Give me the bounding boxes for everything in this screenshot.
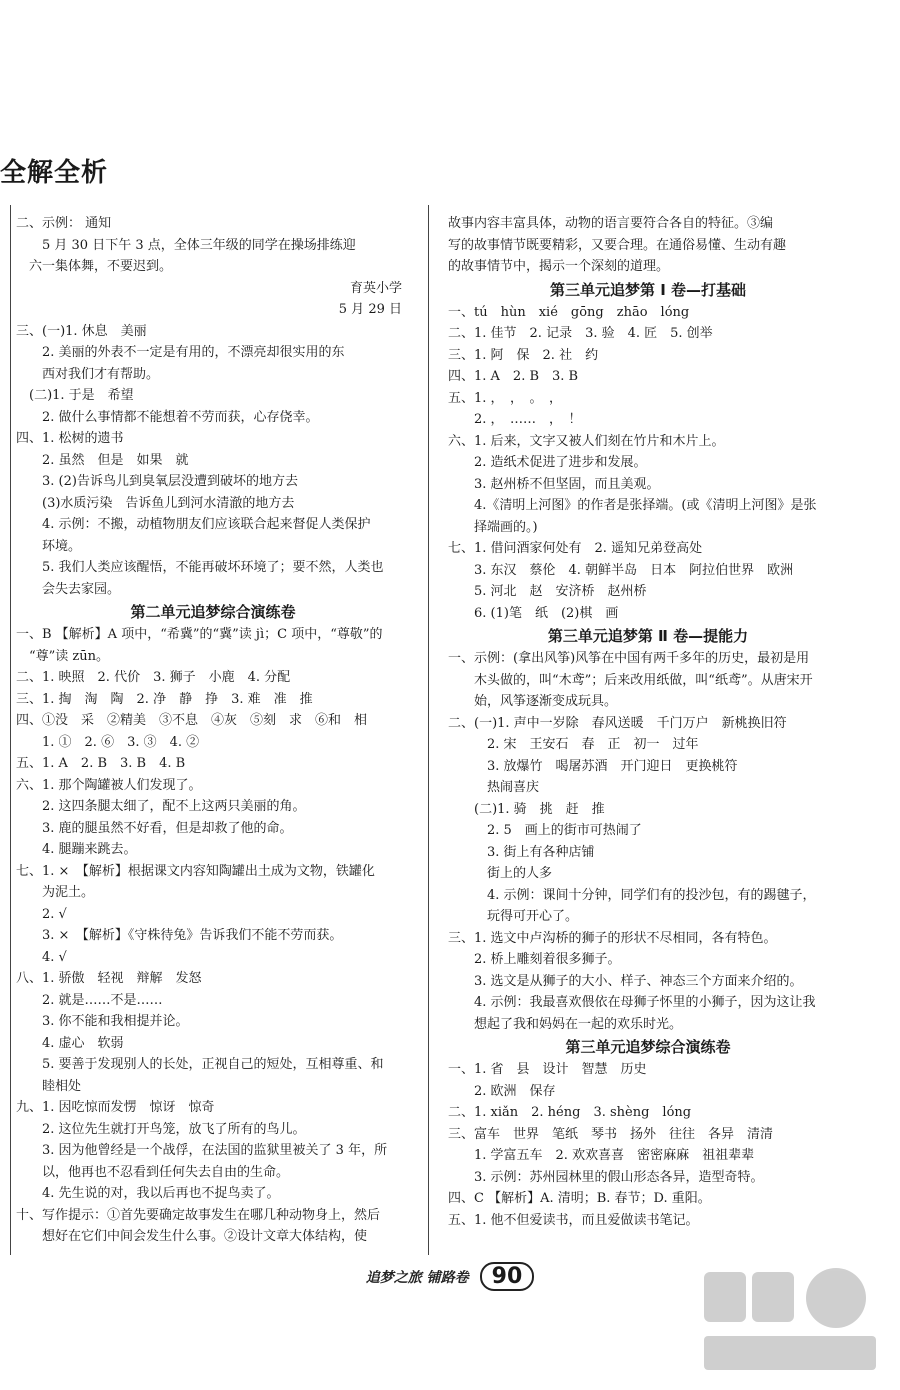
right-answer-line: 择端画的。) xyxy=(448,519,538,535)
left-answer-line: 5 月 30 日下午 3 点，全体三年级的同学在操场排练迎 xyxy=(16,237,356,253)
right-answer-line: 5. 河北 赵 安济桥 赵州桥 xyxy=(448,584,647,599)
left-answer-line: 4. 腿蹦来跳去。 xyxy=(16,842,137,857)
right-answer-line: 故事内容丰富具体，动物的语言要符合各自的特征。③编 xyxy=(448,216,774,231)
left-answer-line: 二、示例： 通知 xyxy=(16,216,112,231)
right-answer-line: (二)1. 骑 挑 赶 推 xyxy=(448,801,605,817)
right-answer-line: 2. 5 画上的街市可热闹了 xyxy=(448,823,642,838)
right-answer-line: 七、1. 借问酒家何处有 2. 遥知兄弟登高处 xyxy=(448,541,703,556)
left-answer-line: 九、1. 因吃惊而发愣 惊讶 惊奇 xyxy=(16,1100,215,1115)
right-answer-line: 3. 放爆竹 喝屠苏酒 开门迎日 更换桃符 xyxy=(448,758,738,774)
left-answer-line: 3. 你不能和我相提并论。 xyxy=(16,1014,189,1029)
right-answer-line: 3. 赵州桥不但坚固，而且美观。 xyxy=(448,476,660,492)
left-answer-line: 2. √ xyxy=(16,906,67,922)
right-answer-line: 4. 示例：课间十分钟，同学们有的投沙包，有的踢毽子， xyxy=(448,887,816,903)
left-answer-line: 四、1. 松树的遗书 xyxy=(16,431,124,446)
left-answer-line: 一、B 【解析】A 项中，“希冀”的“冀”读 jì；C 项中，“尊敬”的 xyxy=(16,627,383,642)
right-section-heading: 第三单元追梦第 Ⅰ 卷—打基础 xyxy=(549,280,747,299)
right-answer-line: 始，风筝逐渐变成玩具。 xyxy=(448,694,618,709)
left-answer-line: 想好在它们中间会发生什么事。②设计文章大体结构，使 xyxy=(16,1229,368,1244)
right-answer-line: 三、1. 选文中卢沟桥的狮子的形状不尽相同，各有特色。 xyxy=(448,930,777,946)
left-answer-line: 环境。 xyxy=(16,538,82,554)
left-answer-line: 4. 示例：不搬，动植物朋友们应该联合起来督促人类保护 xyxy=(16,517,371,532)
right-answer-line: 3. 选文是从狮子的大小、样子、神态三个方面来介绍的。 xyxy=(448,973,803,989)
left-answer-line: 3. (2)告诉鸟儿到臭氧层没遭到破坏的地方去 xyxy=(16,474,298,489)
right-answer-line: 二、1. 佳节 2. 记录 3. 验 4. 匠 5. 创举 xyxy=(448,326,713,341)
left-answer-line: 三、(一)1. 休息 美丽 xyxy=(16,323,147,339)
left-answer-line: 以，他再也不忍看到任何失去自由的生命。 xyxy=(16,1164,290,1180)
right-answer-line: 三、富车 世界 笔纸 琴书 扬外 往往 各异 清清 xyxy=(448,1126,774,1142)
right-answer-line: 热闹喜庆 xyxy=(448,780,540,795)
left-answer-line: 三、1. 掏 淘 陶 2. 净 静 挣 3. 难 准 推 xyxy=(16,691,313,707)
left-answer-line: 2. 做什么事情都不能想着不劳而获，心存侥幸。 xyxy=(16,409,319,425)
left-margin-rule xyxy=(10,205,11,1255)
right-answer-line: 的故事情节中，揭示一个深刻的道理。 xyxy=(448,259,670,274)
left-answer-line: (3)水质污染 告诉鱼儿到河水清澈的地方去 xyxy=(16,495,295,511)
right-answer-line: 四、C 【解析】A. 清明；B. 春节；D. 重阳。 xyxy=(448,1191,711,1206)
right-section-heading: 第三单元追梦综合演练卷 xyxy=(565,1038,731,1056)
column-divider xyxy=(428,205,429,1255)
watermark-logo xyxy=(696,1262,886,1382)
left-section-heading: 第二单元追梦综合演练卷 xyxy=(130,603,296,621)
right-answer-line: 三、1. 阿 保 2. 社 约 xyxy=(448,347,599,363)
right-answer-line: 2. 欧洲 保存 xyxy=(448,1083,556,1099)
right-answer-line: 写的故事情节既要精彩，又要合理。在通俗易懂、生动有趣 xyxy=(448,237,787,253)
right-answer-line: 五、1. ， ， 。 ， xyxy=(448,390,563,406)
right-answer-line: 一、tú hùn xié gōng zhāo lóng xyxy=(448,304,690,320)
right-answer-line: 一、1. 省 县 设计 智慧 历史 xyxy=(448,1062,647,1077)
left-answer-line: 1. ① 2. ⑥ 3. ③ 4. ② xyxy=(16,734,200,750)
left-answer-line: 睦相处 xyxy=(16,1078,82,1094)
right-answer-line: 2. 造纸术促进了进步和发展。 xyxy=(448,455,647,470)
right-answer-line: 3. 示例：苏州园林里的假山形态各异，造型奇特。 xyxy=(448,1169,764,1185)
left-answer-line: 3. 鹿的腿虽然不好看，但是却救了他的命。 xyxy=(16,820,293,836)
left-answer-line: 二、1. 映照 2. 代价 3. 狮子 小鹿 4. 分配 xyxy=(16,670,291,685)
right-answer-line: 一、示例：(拿出风筝)风筝在中国有两千多年的历史，最初是用 xyxy=(448,651,810,666)
left-answer-line: “尊”读 zūn。 xyxy=(16,648,110,664)
right-answer-line: 3. 东汉 蔡伦 4. 朝鲜半岛 日本 阿拉伯世界 欧洲 xyxy=(448,562,794,578)
left-answer-line: 十、写作提示：①首先要确定故事发生在哪几种动物身上，然后 xyxy=(16,1207,381,1223)
right-answer-line: 木头做的，叫“木鸢”；后来改用纸做，叫“纸鸢”。从唐宋开 xyxy=(448,672,813,688)
right-answer-line: 玩得可开心了。 xyxy=(448,909,579,924)
left-answer-line: 会失去家园。 xyxy=(16,581,121,597)
left-answer-line: 西对我们才有帮助。 xyxy=(16,366,160,382)
left-answer-line: 5. 我们人类应该醒悟，不能再破坏环境了；要不然，人类也 xyxy=(16,560,384,575)
left-answer-line: 4. 先生说的对，我以后再也不捉鸟卖了。 xyxy=(16,1186,280,1201)
left-answer-line: 2. 这四条腿太细了，配不上这两只美丽的角。 xyxy=(16,799,306,814)
left-answer-line: 2. 美丽的外表不一定是有用的，不漂亮却很实用的东 xyxy=(16,345,345,360)
left-answer-line: 2. 虽然 但是 如果 就 xyxy=(16,452,189,468)
page-title: 全解全析 xyxy=(0,158,109,188)
right-answer-line: 五、1. 他不但爱读书，而且爱做读书笔记。 xyxy=(448,1212,699,1228)
right-answer-line: 4.《清明上河图》的作者是张择端。(或《清明上河图》是张 xyxy=(448,498,817,513)
left-answer-line: 六、1. 那个陶罐被人们发现了。 xyxy=(16,777,202,793)
left-answer-line: 4. 虚心 软弱 xyxy=(16,1035,124,1051)
left-answer-line: 5 月 29 日 xyxy=(338,302,402,317)
right-answer-line: 1. 学富五车 2. 欢欢喜喜 密密麻麻 祖祖辈辈 xyxy=(448,1148,755,1163)
page-number: 90 xyxy=(480,1262,535,1291)
footer-brand: 追梦之旅 铺路卷 xyxy=(365,1269,469,1286)
left-answer-line: 2. 就是……不是…… xyxy=(16,992,163,1008)
left-answer-line: 五、1. A 2. B 3. B 4. B xyxy=(16,756,186,771)
right-answer-line: 4. 示例：我最喜欢偎依在母狮子怀里的小狮子，因为这让我 xyxy=(448,995,816,1010)
left-answer-line: 四、①没 采 ②精美 ③不息 ④灰 ⑤刻 求 ⑥和 相 xyxy=(16,713,368,728)
left-answer-line: 八、1. 骄傲 轻视 辩解 发怒 xyxy=(16,971,202,986)
right-answer-line: 2. 宋 王安石 春 正 初一 过年 xyxy=(448,737,699,752)
right-section-heading: 第三单元追梦第 Ⅱ 卷—提能力 xyxy=(547,627,749,645)
left-answer-line: 3. 因为他曾经是一个战俘，在法国的监狱里被关了 3 年，所 xyxy=(16,1143,388,1158)
left-answer-line: 七、1. × 【解析】根据课文内容知陶罐出土成为文物，铁罐化 xyxy=(16,863,375,879)
left-answer-line: 为泥土。 xyxy=(16,885,95,900)
right-answer-line: 四、1. A 2. B 3. B xyxy=(448,369,579,384)
right-answer-line: 2. 桥上雕刻着很多狮子。 xyxy=(448,952,621,967)
right-answer-line: 6. (1)笔 纸 (2)棋 画 xyxy=(448,605,619,621)
left-answer-line: 六一集体舞，不要迟到。 xyxy=(16,259,173,274)
left-answer-column xyxy=(16,213,410,1248)
right-answer-column xyxy=(448,213,848,1231)
left-answer-line: 3. × 【解析】《守株待兔》告诉我们不能不劳而获。 xyxy=(16,928,343,943)
right-answer-line: 街上的人多 xyxy=(448,866,553,881)
right-answer-line: 二、(一)1. 声中一岁除 春风送暖 千门万户 新桃换旧符 xyxy=(448,715,787,731)
left-answer-line: 4. √ xyxy=(16,949,67,965)
left-answer-line: 育英小学 xyxy=(349,280,402,296)
left-answer-line: 5. 要善于发现别人的长处，正视自己的短处，互相尊重、和 xyxy=(16,1057,384,1072)
right-answer-line: 二、1. xiǎn 2. héng 3. shèng lóng xyxy=(448,1105,692,1120)
right-answer-line: 3. 街上有各种店铺 xyxy=(448,844,595,860)
left-answer-line: (二)1. 于是 希望 xyxy=(16,388,134,403)
right-answer-line: 六、1. 后来，文字又被人们刻在竹片和木片上。 xyxy=(448,433,725,449)
right-answer-line: 想起了我和妈妈在一起的欢乐时光。 xyxy=(448,1016,683,1032)
left-answer-line: 2. 这位先生就打开鸟笼，放飞了所有的鸟儿。 xyxy=(16,1121,306,1137)
right-answer-line: 2. ， …… ， ！ xyxy=(448,412,582,427)
